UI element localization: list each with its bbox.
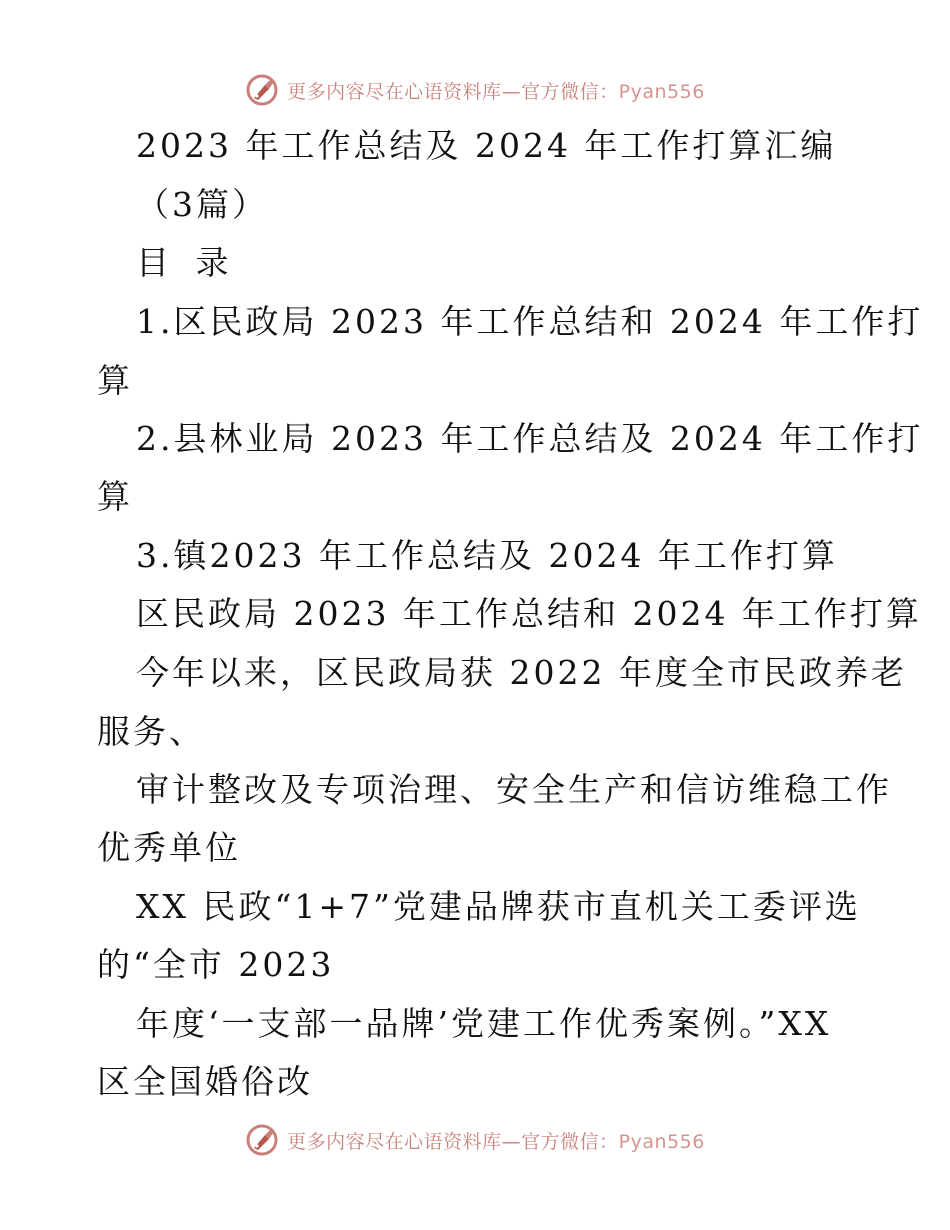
toc-item-2-continued: 算 (97, 477, 133, 516)
body-paragraph-line: 今年以来，区民政局获 2022 年度全市民政养老 (136, 653, 907, 692)
pen-nib-circle-icon (245, 1123, 279, 1157)
body-paragraph-line: 的“全市 2023 (97, 945, 335, 984)
toc-item-3: 3.镇2023 年工作总结及 2024 年工作打算 (136, 536, 838, 575)
footer-watermark (0, 1120, 950, 1160)
body-paragraph-line: 优秀单位 (97, 828, 241, 867)
toc-heading: 目 录 (136, 243, 237, 282)
toc-item-1-continued: 算 (97, 361, 133, 400)
watermark-text: 更多内容尽在心语资料库—官方微信：Pyan556 (287, 80, 705, 103)
body-paragraph-line: 年度‘一支部一品牌’党建工作优秀案例。”XX (136, 1004, 832, 1043)
document-subtitle: （3篇） (136, 185, 268, 224)
document-title: 2023 年工作总结及 2024 年工作打算汇编 (136, 126, 837, 165)
watermark-contact: Pyan556 (618, 1130, 705, 1153)
watermark-text: 更多内容尽在心语资料库—官方微信：Pyan556 (287, 1130, 705, 1153)
body-paragraph-line: 区全国婚俗改 (97, 1062, 313, 1101)
body-paragraph-line: XX 民政“1+7”党建品牌获市直机关工委评选 (136, 887, 861, 926)
toc-item-2: 2.县林业局 2023 年工作总结及 2024 年工作打 (136, 419, 924, 458)
toc-item-1: 1.区民政局 2023 年工作总结和 2024 年工作打 (136, 302, 924, 341)
body-paragraph-line: 审计整改及专项治理、安全生产和信访维稳工作 (136, 770, 892, 809)
watermark-contact: Pyan556 (618, 80, 705, 103)
section-heading: 区民政局 2023 年工作总结和 2024 年工作打算 (136, 594, 922, 633)
body-paragraph-line: 服务、 (97, 712, 205, 751)
